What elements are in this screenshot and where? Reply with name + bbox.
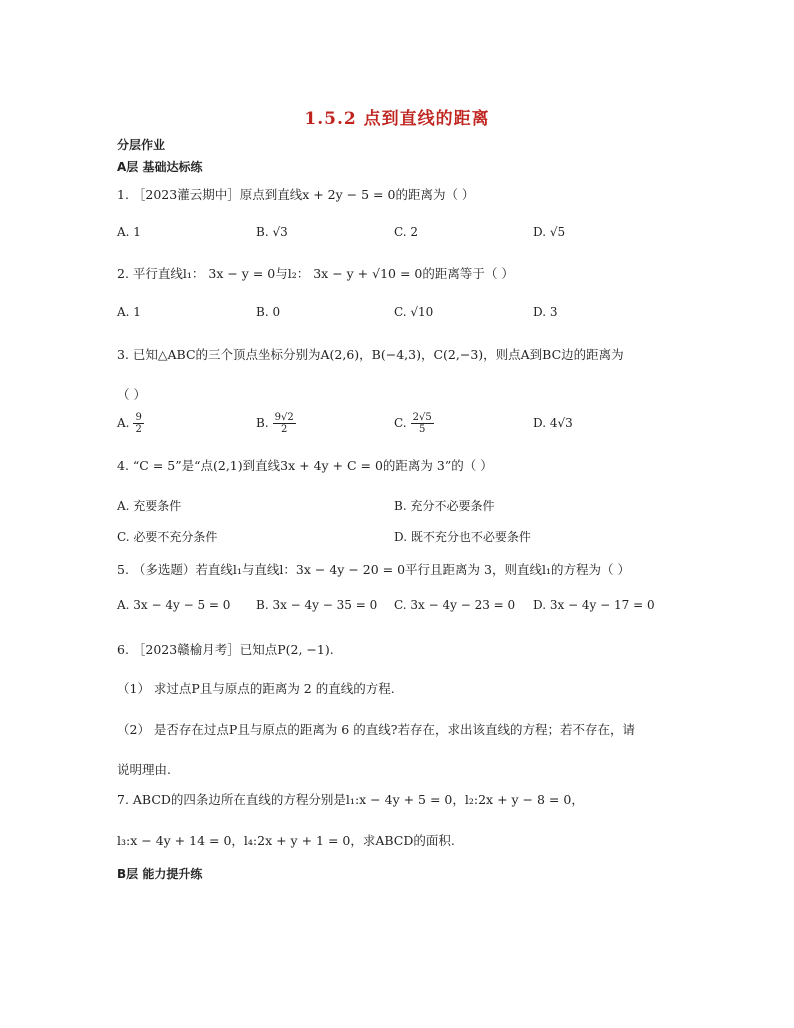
q3-option-b-numerator: 9√2 <box>274 412 294 423</box>
q4-option-b: B. 充分不必要条件 <box>394 499 495 513</box>
q1-option-d: D. √5 <box>533 225 566 239</box>
q3-option-a-numerator: 9 <box>135 412 142 423</box>
q3-option-b <box>256 412 296 435</box>
q3-option-a <box>117 412 144 435</box>
q4-option-d: D. 既不充分也不必要条件 <box>394 530 531 544</box>
q2-option-d: D. 3 <box>533 305 558 319</box>
question-7-line-2: l₃:x − 4y + 14 = 0，l₄:2x + y + 1 = 0，求ABCD的面积. <box>117 833 455 848</box>
q3-option-c-denominator: 5 <box>418 424 426 435</box>
q2-option-a: A. 1 <box>117 305 141 319</box>
q5-option-b: B. 3x − 4y − 35 = 0 <box>256 598 378 612</box>
question-6-part-1: （1） 求过点P且与原点的距离为 2 的直线的方程. <box>117 681 395 696</box>
q5-option-a: A. 3x − 4y − 5 = 0 <box>117 598 231 612</box>
question-4: 4. “C = 5”是“点(2,1)到直线3x + 4y + C = 0的距离为 3”的（ ） <box>117 458 493 473</box>
q4-option-c: C. 必要不充分条件 <box>117 530 218 544</box>
q3-option-a-denominator: 2 <box>135 424 142 435</box>
question-3: 3. 已知△ABC的三个顶点坐标分别为A(2,6)，B(−4,3)，C(2,−3)，则点A到BC边的距离为 <box>117 347 624 362</box>
question-5: 5. （多选题）若直线l₁与直线l：3x − 4y − 20 = 0平行且距离为 3，则直线l₁的方程为（ ） <box>117 562 630 577</box>
question-3-paren: （ ） <box>117 387 146 402</box>
section-a-heading: A层 基础达标练 <box>117 160 203 174</box>
layered-homework-label: 分层作业 <box>117 138 166 152</box>
section-b-heading: B层 能力提升练 <box>117 867 203 881</box>
q1-option-b: B. √3 <box>256 225 288 239</box>
q1-option-a: A. 1 <box>117 225 141 239</box>
page-title: 1.5.2 点到直线的距离 <box>304 109 490 129</box>
q3-option-d: D. 4√3 <box>533 416 573 430</box>
question-7-line-1: 7. ABCD的四条边所在直线的方程分别是l₁:x − 4y + 5 = 0，l₂:2x + y − 8 = 0， <box>117 792 584 807</box>
question-1: 1. ［2023灌云期中］原点到直线x + 2y − 5 = 0的距离为（ ） <box>117 187 475 202</box>
q3-option-c <box>394 412 434 435</box>
q2-option-b: B. 0 <box>256 305 281 319</box>
q3-option-c-numerator: 2√5 <box>412 412 432 423</box>
q2-option-c: C. √10 <box>394 305 434 319</box>
q5-option-c: C. 3x − 4y − 23 = 0 <box>394 598 516 612</box>
q3-option-c-label: C. <box>394 416 407 430</box>
question-6-part-2: （2） 是否存在过点P且与原点的距离为 6 的直线?若存在，求出该直线的方程；若不存在，请 <box>117 722 635 737</box>
q4-option-a: A. 充要条件 <box>117 499 182 513</box>
q5-option-d: D. 3x − 4y − 17 = 0 <box>533 598 655 612</box>
question-6-part-2-continued: 说明理由. <box>117 762 171 777</box>
q3-option-a-label: A. <box>117 416 130 430</box>
question-6: 6. ［2023赣榆月考］已知点P(2, −1). <box>117 642 334 657</box>
q1-option-c: C. 2 <box>394 225 419 239</box>
q3-option-b-label: B. <box>256 416 269 430</box>
question-2: 2. 平行直线l₁： 3x − y = 0与l₂： 3x − y + √10 = 0的距离等于（ ） <box>117 266 514 281</box>
q3-option-b-denominator: 2 <box>281 424 288 435</box>
